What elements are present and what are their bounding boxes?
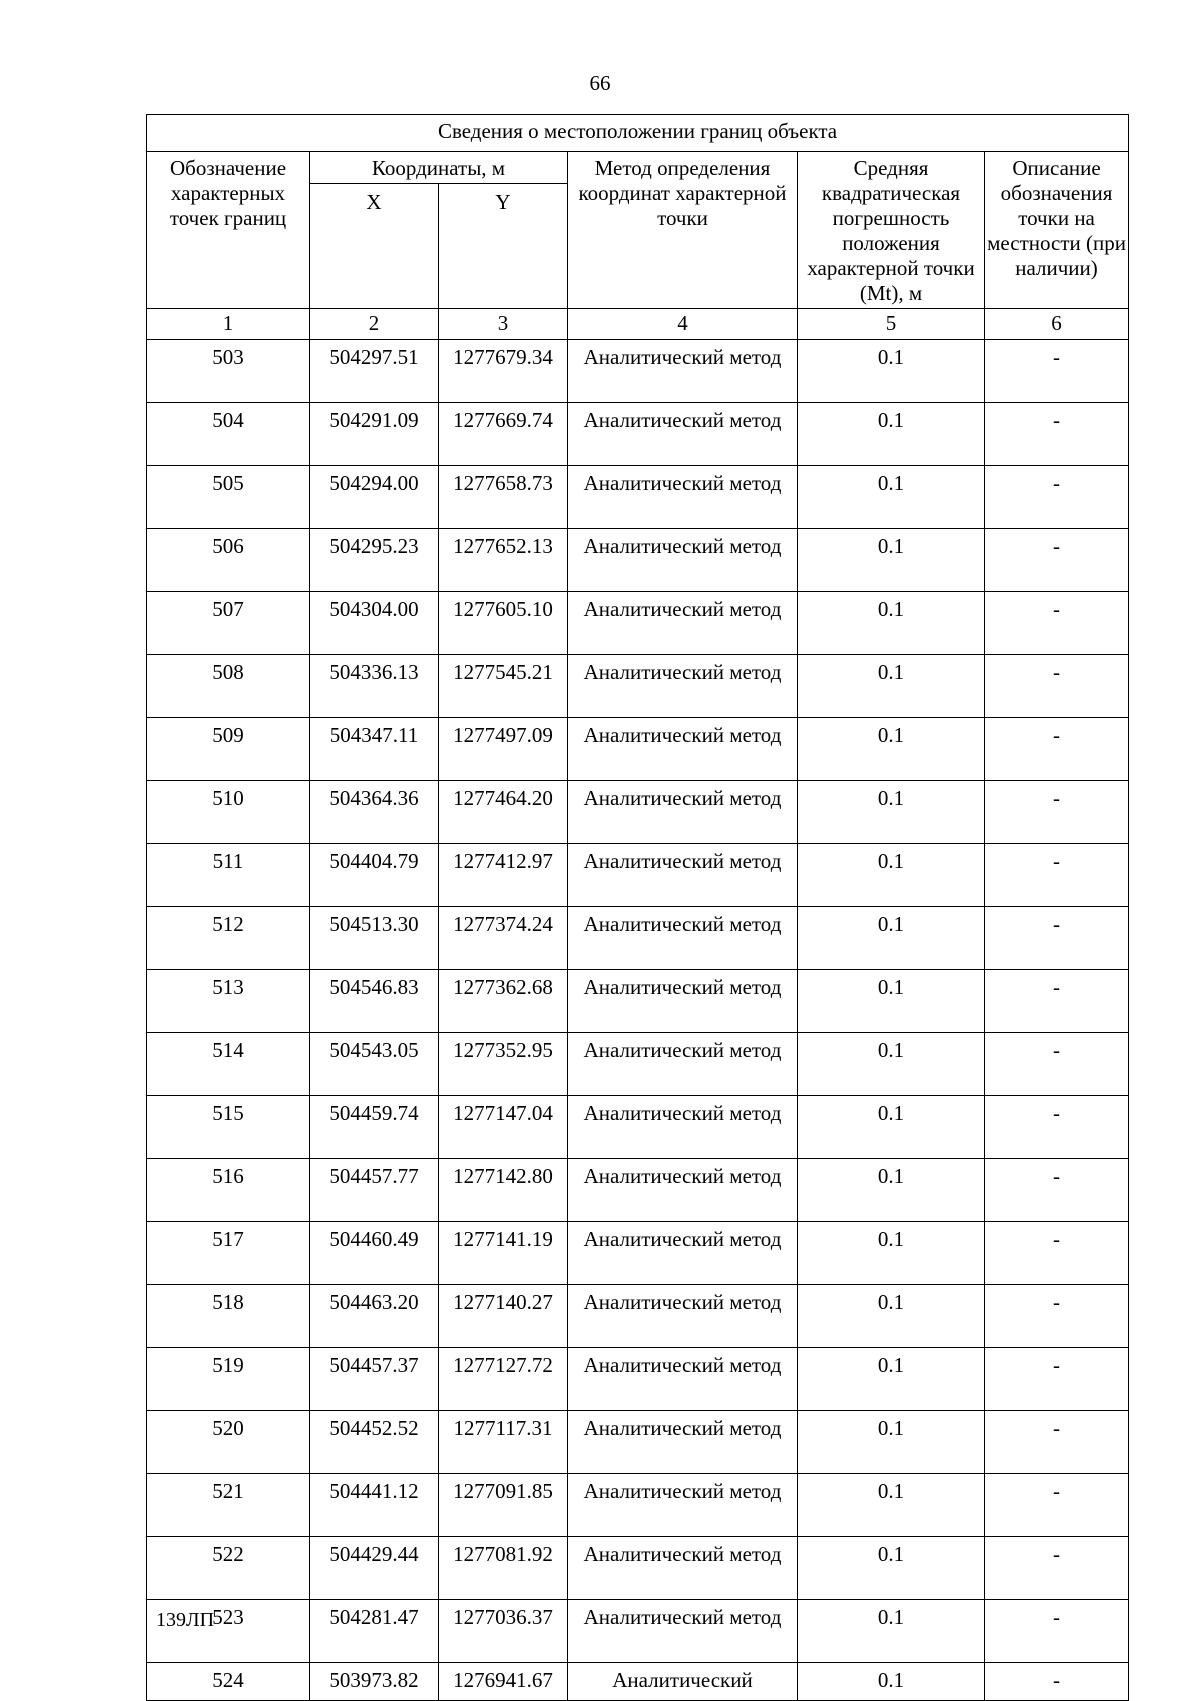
- cell-point: 508: [147, 655, 310, 718]
- table-row: [147, 907, 1129, 970]
- cell-y: 1277147.04: [439, 1096, 568, 1159]
- cell-y: 1277362.68: [439, 970, 568, 1033]
- cell-y: 1276941.67: [439, 1663, 568, 1701]
- cell-method: Аналитический метод: [568, 592, 798, 655]
- cell-y: 1277652.13: [439, 529, 568, 592]
- table-row: [147, 718, 1129, 781]
- cell-y: 1277679.34: [439, 340, 568, 403]
- cell-description: -: [985, 718, 1129, 781]
- cell-description: -: [985, 1159, 1129, 1222]
- cell-description: -: [985, 1411, 1129, 1474]
- cell-point: 520: [147, 1411, 310, 1474]
- boundary-coordinates-table: [146, 114, 1129, 1701]
- cell-x: 504297.51: [310, 340, 439, 403]
- cell-description: -: [985, 403, 1129, 466]
- cell-description: -: [985, 1600, 1129, 1663]
- cell-y: 1277374.24: [439, 907, 568, 970]
- column-number: 3: [439, 309, 568, 340]
- cell-y: 1277141.19: [439, 1222, 568, 1285]
- header-description: Описание обозначения точки на местности (при наличии): [985, 152, 1129, 309]
- cell-x: 504460.49: [310, 1222, 439, 1285]
- cell-error: 0.1: [798, 1474, 985, 1537]
- cell-x: 504459.74: [310, 1096, 439, 1159]
- cell-error: 0.1: [798, 1411, 985, 1474]
- table-row: [147, 1348, 1129, 1411]
- cell-method: Аналитический метод: [568, 466, 798, 529]
- cell-y: 1277605.10: [439, 592, 568, 655]
- cell-x: 504543.05: [310, 1033, 439, 1096]
- table-row: [147, 1600, 1129, 1663]
- cell-error: 0.1: [798, 1285, 985, 1348]
- cell-method: Аналитический метод: [568, 907, 798, 970]
- cell-x: 504441.12: [310, 1474, 439, 1537]
- table-row: [147, 529, 1129, 592]
- table-row: [147, 466, 1129, 529]
- cell-y: 1277142.80: [439, 1159, 568, 1222]
- cell-method: Аналитический метод: [568, 1348, 798, 1411]
- cell-y: 1277036.37: [439, 1600, 568, 1663]
- cell-x: 504404.79: [310, 844, 439, 907]
- cell-x: 504463.20: [310, 1285, 439, 1348]
- cell-y: 1277352.95: [439, 1033, 568, 1096]
- cell-y: 1277545.21: [439, 655, 568, 718]
- cell-error: 0.1: [798, 1537, 985, 1600]
- cell-description: -: [985, 529, 1129, 592]
- cell-x: 504457.77: [310, 1159, 439, 1222]
- cell-description: -: [985, 781, 1129, 844]
- cell-description: -: [985, 1663, 1129, 1701]
- cell-x: 504304.00: [310, 592, 439, 655]
- table-row: [147, 592, 1129, 655]
- table-row: [147, 1033, 1129, 1096]
- cell-x: 504513.30: [310, 907, 439, 970]
- cell-error: 0.1: [798, 1663, 985, 1701]
- cell-method: Аналитический метод: [568, 1096, 798, 1159]
- cell-point: 511: [147, 844, 310, 907]
- cell-error: 0.1: [798, 403, 985, 466]
- column-number: 1: [147, 309, 310, 340]
- cell-method: Аналитический метод: [568, 1537, 798, 1600]
- cell-description: -: [985, 1537, 1129, 1600]
- cell-x: 504291.09: [310, 403, 439, 466]
- cell-x: 504457.37: [310, 1348, 439, 1411]
- cell-error: 0.1: [798, 655, 985, 718]
- cell-y: 1277412.97: [439, 844, 568, 907]
- cell-method: Аналитический метод: [568, 718, 798, 781]
- cell-description: -: [985, 970, 1129, 1033]
- cell-x: 504429.44: [310, 1537, 439, 1600]
- cell-error: 0.1: [798, 907, 985, 970]
- cell-error: 0.1: [798, 529, 985, 592]
- cell-y: 1277091.85: [439, 1474, 568, 1537]
- cell-point: 524: [147, 1663, 310, 1701]
- header-x: X: [310, 184, 439, 309]
- table-row: [147, 403, 1129, 466]
- cell-error: 0.1: [798, 340, 985, 403]
- footer-code: 139ЛП: [156, 1609, 215, 1631]
- cell-description: -: [985, 466, 1129, 529]
- cell-error: 0.1: [798, 970, 985, 1033]
- cell-method: Аналитический метод: [568, 781, 798, 844]
- cell-error: 0.1: [798, 1600, 985, 1663]
- cell-point: 510: [147, 781, 310, 844]
- cell-method: Аналитический метод: [568, 1222, 798, 1285]
- cell-method: Аналитический метод: [568, 1411, 798, 1474]
- table-row: [147, 1537, 1129, 1600]
- header-method: Метод определения координат характерной точки: [568, 152, 798, 309]
- cell-description: -: [985, 1033, 1129, 1096]
- cell-description: -: [985, 655, 1129, 718]
- cell-y: 1277464.20: [439, 781, 568, 844]
- cell-method: Аналитический метод: [568, 403, 798, 466]
- cell-point: 503: [147, 340, 310, 403]
- cell-point: 522: [147, 1537, 310, 1600]
- cell-point: 523: [147, 1600, 310, 1663]
- cell-x: 504347.11: [310, 718, 439, 781]
- cell-x: 504281.47: [310, 1600, 439, 1663]
- cell-x: 503973.82: [310, 1663, 439, 1701]
- cell-y: 1277140.27: [439, 1285, 568, 1348]
- cell-point: 506: [147, 529, 310, 592]
- cell-method: Аналитический метод: [568, 1285, 798, 1348]
- cell-description: -: [985, 340, 1129, 403]
- cell-method: Аналитический метод: [568, 529, 798, 592]
- cell-method: Аналитический метод: [568, 844, 798, 907]
- cell-method: Аналитический метод: [568, 1474, 798, 1537]
- cell-error: 0.1: [798, 1159, 985, 1222]
- cell-point: 518: [147, 1285, 310, 1348]
- cell-point: 513: [147, 970, 310, 1033]
- cell-x: 504452.52: [310, 1411, 439, 1474]
- cell-x: 504364.36: [310, 781, 439, 844]
- cell-method: Аналитический метод: [568, 655, 798, 718]
- cell-description: -: [985, 592, 1129, 655]
- cell-x: 504294.00: [310, 466, 439, 529]
- table-row: [147, 970, 1129, 1033]
- table-row: [147, 1663, 1129, 1701]
- cell-point: 521: [147, 1474, 310, 1537]
- column-number: 5: [798, 309, 985, 340]
- cell-point: 507: [147, 592, 310, 655]
- header-coordinates: Координаты, м: [310, 152, 568, 184]
- cell-description: -: [985, 907, 1129, 970]
- cell-method: Аналитический метод: [568, 340, 798, 403]
- cell-error: 0.1: [798, 1096, 985, 1159]
- cell-method: Аналитический метод: [568, 970, 798, 1033]
- cell-method: Аналитический: [568, 1663, 798, 1701]
- cell-error: 0.1: [798, 1033, 985, 1096]
- cell-error: 0.1: [798, 718, 985, 781]
- cell-point: 514: [147, 1033, 310, 1096]
- column-number: 2: [310, 309, 439, 340]
- table-row: [147, 340, 1129, 403]
- cell-point: 512: [147, 907, 310, 970]
- cell-point: 517: [147, 1222, 310, 1285]
- table-row: [147, 1096, 1129, 1159]
- cell-description: -: [985, 1474, 1129, 1537]
- cell-x: 504546.83: [310, 970, 439, 1033]
- cell-error: 0.1: [798, 592, 985, 655]
- table-row: [147, 655, 1129, 718]
- header-y: Y: [439, 184, 568, 309]
- table-row: [147, 844, 1129, 907]
- page-number: 66: [589, 71, 611, 95]
- cell-point: 516: [147, 1159, 310, 1222]
- cell-y: 1277669.74: [439, 403, 568, 466]
- cell-error: 0.1: [798, 1348, 985, 1411]
- cell-error: 0.1: [798, 844, 985, 907]
- cell-y: 1277497.09: [439, 718, 568, 781]
- column-number: 4: [568, 309, 798, 340]
- cell-description: -: [985, 1348, 1129, 1411]
- header-point-designation: Обозначение характерных точек границ: [147, 152, 310, 309]
- header-error: Средняя квадратическая погрешность положения характерной точки (Mt), м: [798, 152, 985, 309]
- cell-method: Аналитический метод: [568, 1033, 798, 1096]
- cell-y: 1277117.31: [439, 1411, 568, 1474]
- cell-y: 1277081.92: [439, 1537, 568, 1600]
- table-row: [147, 1285, 1129, 1348]
- cell-description: -: [985, 1096, 1129, 1159]
- cell-x: 504336.13: [310, 655, 439, 718]
- cell-description: -: [985, 844, 1129, 907]
- cell-method: Аналитический метод: [568, 1159, 798, 1222]
- cell-error: 0.1: [798, 466, 985, 529]
- cell-y: 1277658.73: [439, 466, 568, 529]
- cell-error: 0.1: [798, 1222, 985, 1285]
- cell-point: 515: [147, 1096, 310, 1159]
- table-row: [147, 1222, 1129, 1285]
- cell-point: 509: [147, 718, 310, 781]
- cell-point: 504: [147, 403, 310, 466]
- cell-method: Аналитический метод: [568, 1600, 798, 1663]
- cell-description: -: [985, 1222, 1129, 1285]
- cell-error: 0.1: [798, 781, 985, 844]
- table-title: Сведения о местоположении границ объекта: [147, 115, 1129, 152]
- cell-y: 1277127.72: [439, 1348, 568, 1411]
- cell-x: 504295.23: [310, 529, 439, 592]
- table-row: [147, 781, 1129, 844]
- cell-point: 505: [147, 466, 310, 529]
- table-row: [147, 1159, 1129, 1222]
- column-number: 6: [985, 309, 1129, 340]
- table-row: [147, 1474, 1129, 1537]
- cell-point: 519: [147, 1348, 310, 1411]
- table-row: [147, 1411, 1129, 1474]
- cell-description: -: [985, 1285, 1129, 1348]
